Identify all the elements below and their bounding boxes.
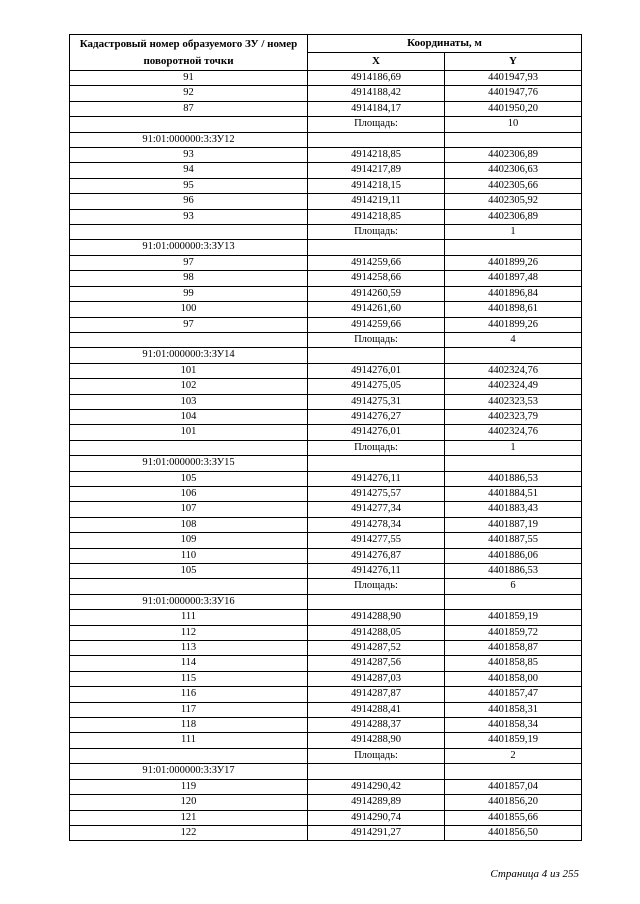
- point-row: [70, 517, 582, 532]
- coord-y: 4401857,04: [445, 779, 582, 794]
- point-row: [70, 286, 582, 301]
- parcel-empty-cell: [308, 132, 445, 147]
- table-body: [70, 71, 582, 841]
- header-name-column: Кадастровый номер образуемого ЗУ / номер поворотной точки: [70, 35, 308, 71]
- parcel-empty-cell: [445, 240, 582, 255]
- parcel-row: [70, 764, 582, 779]
- coord-y: 4402306,63: [445, 163, 582, 178]
- coord-x: 4914290,42: [308, 779, 445, 794]
- parcel-empty-cell: [445, 456, 582, 471]
- coord-y: 4402324,76: [445, 425, 582, 440]
- coord-x: 4914217,89: [308, 163, 445, 178]
- parcel-number: 91:01:000000:3:ЗУ16: [70, 594, 308, 609]
- area-empty-cell: [70, 117, 308, 132]
- point-row: [70, 671, 582, 686]
- area-value: 2: [445, 748, 582, 763]
- parcel-empty-cell: [445, 764, 582, 779]
- coord-y: 4401896,84: [445, 286, 582, 301]
- point-number: 93: [70, 209, 308, 224]
- coord-y: 4402324,49: [445, 379, 582, 394]
- point-number: 103: [70, 394, 308, 409]
- coord-x: 4914288,05: [308, 625, 445, 640]
- point-row: [70, 718, 582, 733]
- coord-y: 4401858,85: [445, 656, 582, 671]
- point-row: [70, 795, 582, 810]
- coord-x: 4914260,59: [308, 286, 445, 301]
- header-coordinates: Координаты, м: [308, 35, 582, 53]
- coord-y: 4401859,19: [445, 610, 582, 625]
- point-number: 118: [70, 718, 308, 733]
- parcel-row: [70, 594, 582, 609]
- header-x: X: [308, 53, 445, 71]
- area-label: Площадь:: [308, 748, 445, 763]
- parcel-number: 91:01:000000:3:ЗУ17: [70, 764, 308, 779]
- point-row: [70, 656, 582, 671]
- area-label: Площадь:: [308, 579, 445, 594]
- point-row: [70, 194, 582, 209]
- coord-y: 4402305,92: [445, 194, 582, 209]
- area-empty-cell: [70, 225, 308, 240]
- point-row: [70, 302, 582, 317]
- coordinates-table: [69, 34, 582, 841]
- point-number: 87: [70, 101, 308, 116]
- coord-x: 4914276,01: [308, 363, 445, 378]
- point-row: [70, 363, 582, 378]
- point-row: [70, 209, 582, 224]
- coord-x: 4914261,60: [308, 302, 445, 317]
- coord-y: 4401886,06: [445, 548, 582, 563]
- point-number: 93: [70, 148, 308, 163]
- coord-x: 4914276,01: [308, 425, 445, 440]
- point-row: [70, 610, 582, 625]
- area-row: [70, 117, 582, 132]
- coord-x: 4914288,41: [308, 702, 445, 717]
- coord-y: 4401858,87: [445, 641, 582, 656]
- coord-x: 4914278,34: [308, 517, 445, 532]
- point-row: [70, 409, 582, 424]
- parcel-empty-cell: [445, 132, 582, 147]
- coord-x: 4914288,90: [308, 733, 445, 748]
- coord-x: 4914184,17: [308, 101, 445, 116]
- point-row: [70, 71, 582, 86]
- point-row: [70, 502, 582, 517]
- coord-x: 4914277,34: [308, 502, 445, 517]
- area-label: Площадь:: [308, 117, 445, 132]
- coord-x: 4914276,11: [308, 564, 445, 579]
- coord-x: 4914275,57: [308, 486, 445, 501]
- point-number: 117: [70, 702, 308, 717]
- coord-y: 4401855,66: [445, 810, 582, 825]
- point-number: 102: [70, 379, 308, 394]
- coord-x: 4914291,27: [308, 825, 445, 840]
- point-number: 109: [70, 533, 308, 548]
- point-number: 115: [70, 671, 308, 686]
- coord-x: 4914188,42: [308, 86, 445, 101]
- coord-y: 4402306,89: [445, 209, 582, 224]
- point-number: 100: [70, 302, 308, 317]
- coord-x: 4914259,66: [308, 255, 445, 270]
- point-number: 91: [70, 71, 308, 86]
- point-row: [70, 317, 582, 332]
- point-row: [70, 178, 582, 193]
- point-row: [70, 86, 582, 101]
- point-row: [70, 379, 582, 394]
- coord-x: 4914258,66: [308, 271, 445, 286]
- coord-x: 4914276,11: [308, 471, 445, 486]
- point-number: 108: [70, 517, 308, 532]
- parcel-row: [70, 456, 582, 471]
- parcel-number: 91:01:000000:3:ЗУ13: [70, 240, 308, 255]
- coord-y: 4402323,53: [445, 394, 582, 409]
- parcel-number: 91:01:000000:3:ЗУ12: [70, 132, 308, 147]
- point-row: [70, 548, 582, 563]
- point-number: 101: [70, 425, 308, 440]
- point-number: 113: [70, 641, 308, 656]
- coord-x: 4914288,37: [308, 718, 445, 733]
- coord-y: 4402324,76: [445, 363, 582, 378]
- area-value: 1: [445, 225, 582, 240]
- point-number: 95: [70, 178, 308, 193]
- point-row: [70, 148, 582, 163]
- point-number: 122: [70, 825, 308, 840]
- coord-x: 4914276,27: [308, 409, 445, 424]
- point-row: [70, 641, 582, 656]
- parcel-empty-cell: [445, 594, 582, 609]
- coord-y: 4401947,76: [445, 86, 582, 101]
- coord-x: 4914275,31: [308, 394, 445, 409]
- coord-y: 4401887,55: [445, 533, 582, 548]
- point-number: 112: [70, 625, 308, 640]
- parcel-empty-cell: [445, 348, 582, 363]
- point-number: 98: [70, 271, 308, 286]
- coord-y: 4401856,20: [445, 795, 582, 810]
- area-row: [70, 748, 582, 763]
- parcel-row: [70, 132, 582, 147]
- area-row: [70, 440, 582, 455]
- point-number: 104: [70, 409, 308, 424]
- point-number: 92: [70, 86, 308, 101]
- parcel-empty-cell: [308, 348, 445, 363]
- coord-y: 4401886,53: [445, 471, 582, 486]
- point-row: [70, 810, 582, 825]
- point-row: [70, 271, 582, 286]
- point-row: [70, 825, 582, 840]
- coord-x: 4914218,85: [308, 209, 445, 224]
- area-row: [70, 225, 582, 240]
- area-label: Площадь:: [308, 225, 445, 240]
- point-row: [70, 486, 582, 501]
- parcel-empty-cell: [308, 240, 445, 255]
- area-empty-cell: [70, 579, 308, 594]
- point-row: [70, 779, 582, 794]
- point-row: [70, 255, 582, 270]
- point-number: 114: [70, 656, 308, 671]
- coord-y: 4401887,19: [445, 517, 582, 532]
- coord-x: 4914218,15: [308, 178, 445, 193]
- coord-x: 4914289,89: [308, 795, 445, 810]
- coord-x: 4914287,56: [308, 656, 445, 671]
- coord-y: 4401950,20: [445, 101, 582, 116]
- area-row: [70, 579, 582, 594]
- point-number: 105: [70, 564, 308, 579]
- coord-y: 4401858,00: [445, 671, 582, 686]
- coord-x: 4914288,90: [308, 610, 445, 625]
- coord-x: 4914277,55: [308, 533, 445, 548]
- coord-y: 4401859,72: [445, 625, 582, 640]
- point-number: 111: [70, 733, 308, 748]
- area-label: Площадь:: [308, 440, 445, 455]
- point-number: 120: [70, 795, 308, 810]
- area-value: 6: [445, 579, 582, 594]
- point-row: [70, 101, 582, 116]
- coord-y: 4401899,26: [445, 255, 582, 270]
- parcel-empty-cell: [308, 764, 445, 779]
- coord-y: 4401898,61: [445, 302, 582, 317]
- coord-y: 4401947,93: [445, 71, 582, 86]
- point-row: [70, 163, 582, 178]
- point-number: 105: [70, 471, 308, 486]
- coord-x: 4914290,74: [308, 810, 445, 825]
- point-number: 119: [70, 779, 308, 794]
- point-row: [70, 733, 582, 748]
- coord-y: 4401886,53: [445, 564, 582, 579]
- point-number: 121: [70, 810, 308, 825]
- coord-x: 4914186,69: [308, 71, 445, 86]
- point-number: 101: [70, 363, 308, 378]
- coord-y: 4401858,31: [445, 702, 582, 717]
- point-row: [70, 425, 582, 440]
- coord-x: 4914287,03: [308, 671, 445, 686]
- point-number: 99: [70, 286, 308, 301]
- parcel-empty-cell: [308, 594, 445, 609]
- point-row: [70, 687, 582, 702]
- coord-y: 4402306,89: [445, 148, 582, 163]
- coord-y: 4402323,79: [445, 409, 582, 424]
- coord-y: 4401858,34: [445, 718, 582, 733]
- coord-x: 4914219,11: [308, 194, 445, 209]
- point-number: 97: [70, 317, 308, 332]
- coord-y: 4401856,50: [445, 825, 582, 840]
- point-number: 111: [70, 610, 308, 625]
- point-row: [70, 564, 582, 579]
- area-empty-cell: [70, 440, 308, 455]
- coord-x: 4914287,87: [308, 687, 445, 702]
- coord-y: 4401883,43: [445, 502, 582, 517]
- area-label: Площадь:: [308, 332, 445, 347]
- point-number: 97: [70, 255, 308, 270]
- area-value: 10: [445, 117, 582, 132]
- point-row: [70, 702, 582, 717]
- coord-x: 4914259,66: [308, 317, 445, 332]
- parcel-number: 91:01:000000:3:ЗУ14: [70, 348, 308, 363]
- point-number: 110: [70, 548, 308, 563]
- coord-y: 4401884,51: [445, 486, 582, 501]
- coord-x: 4914287,52: [308, 641, 445, 656]
- point-row: [70, 533, 582, 548]
- coord-x: 4914276,87: [308, 548, 445, 563]
- coord-y: 4401859,19: [445, 733, 582, 748]
- point-number: 96: [70, 194, 308, 209]
- coord-y: 4401899,26: [445, 317, 582, 332]
- parcel-row: [70, 240, 582, 255]
- area-row: [70, 332, 582, 347]
- coord-y: 4402305,66: [445, 178, 582, 193]
- point-row: [70, 471, 582, 486]
- point-row: [70, 625, 582, 640]
- coord-x: 4914218,85: [308, 148, 445, 163]
- parcel-number: 91:01:000000:3:ЗУ15: [70, 456, 308, 471]
- area-value: 1: [445, 440, 582, 455]
- page-footer: Страница 4 из 255: [490, 868, 579, 880]
- coord-x: 4914275,05: [308, 379, 445, 394]
- point-number: 94: [70, 163, 308, 178]
- point-number: 107: [70, 502, 308, 517]
- coord-y: 4401857,47: [445, 687, 582, 702]
- area-empty-cell: [70, 332, 308, 347]
- parcel-row: [70, 348, 582, 363]
- coord-y: 4401897,48: [445, 271, 582, 286]
- area-empty-cell: [70, 748, 308, 763]
- area-value: 4: [445, 332, 582, 347]
- point-number: 106: [70, 486, 308, 501]
- parcel-empty-cell: [308, 456, 445, 471]
- point-number: 116: [70, 687, 308, 702]
- point-row: [70, 394, 582, 409]
- header-y: Y: [445, 53, 582, 71]
